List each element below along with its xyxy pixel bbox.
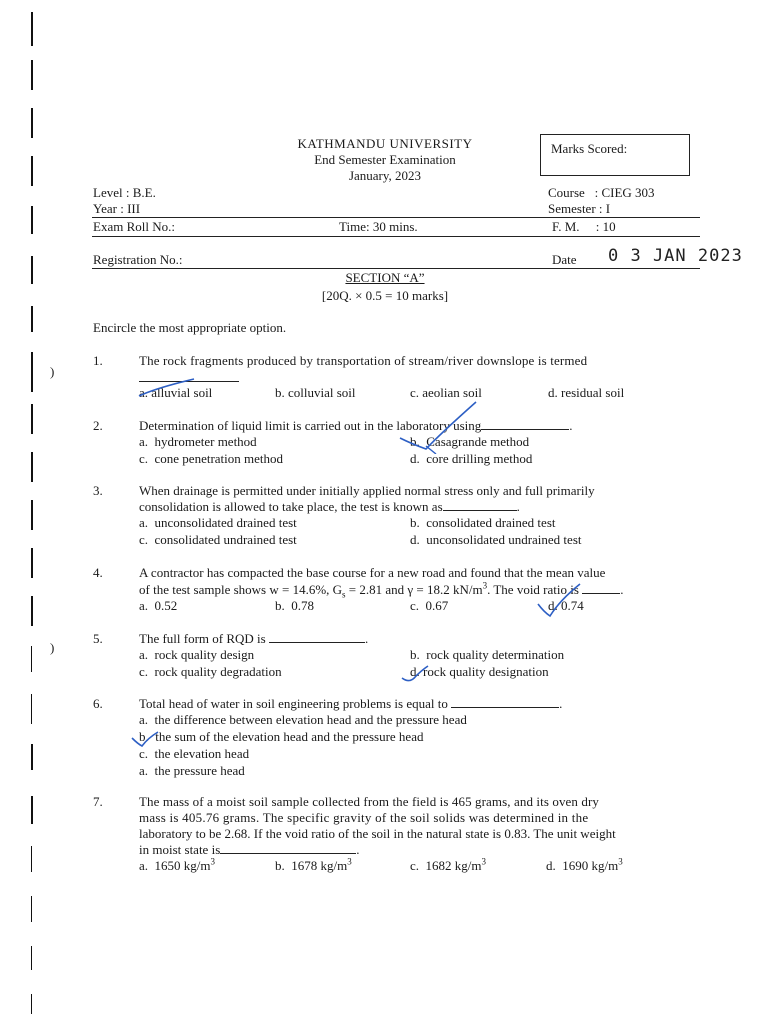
- margin-bracket: ): [50, 640, 55, 655]
- semester-label: Semester : I: [548, 201, 611, 216]
- pen-tick-mark: [136, 376, 198, 400]
- margin-mark: [31, 500, 33, 530]
- pen-tick-mark: [130, 728, 160, 748]
- margin-mark: [31, 596, 33, 626]
- pen-tick-mark: [400, 662, 430, 684]
- margin-mark: [31, 256, 33, 284]
- question-text: The rock fragments produced by transportation of stream/river downslope is termed: [139, 353, 588, 368]
- option-b[interactable]: b. 0.78: [275, 598, 314, 613]
- exam-roll-label: Exam Roll No.:: [93, 219, 175, 234]
- answer-blank: [269, 631, 365, 643]
- question-number: 1.: [93, 353, 103, 368]
- margin-mark: [31, 994, 32, 1014]
- margin-mark: [31, 946, 32, 970]
- question-number: 5.: [93, 631, 103, 646]
- marks-scored-box: [540, 134, 690, 176]
- option-d[interactable]: d. rock quality designation: [410, 664, 549, 679]
- margin-mark: [31, 694, 32, 724]
- question-number: 2.: [93, 418, 103, 433]
- option-b[interactable]: b. Casagrande method: [410, 434, 530, 449]
- question-text: The full form of RQD is .: [139, 631, 369, 646]
- fm-label: F. M. : 10: [552, 219, 616, 234]
- option-c[interactable]: c. cone penetration method: [139, 451, 284, 466]
- option-d[interactable]: d. residual soil: [548, 385, 625, 400]
- course-label: Course : CIEG 303: [548, 185, 655, 200]
- section-title: SECTION “A”: [345, 270, 425, 285]
- question-text: of the test sample shows w = 14.6%, $G_s = 2.81$ and γ = 18.2 $kN/m^3$. The void ratio is .: [139, 580, 624, 600]
- answer-blank: [451, 696, 559, 708]
- registration-label: Registration No.:: [93, 252, 183, 267]
- question-text: The mass of a moist soil sample collected from the field is 465 grams, and its oven dry: [139, 794, 599, 809]
- question-number: 6.: [93, 696, 103, 711]
- margin-mark: [31, 846, 32, 872]
- option-d[interactable]: a. the pressure head: [139, 763, 245, 778]
- margin-mark: [31, 404, 33, 434]
- exam-session: January, 2023: [348, 168, 422, 183]
- header-rule: [92, 217, 700, 218]
- question-text: in moist state is .: [139, 842, 360, 857]
- answer-blank: [220, 842, 356, 854]
- option-a[interactable]: a. 1650 $kg/m^3$: [139, 856, 215, 873]
- registration-rule: [92, 268, 700, 269]
- option-c[interactable]: c. rock quality degradation: [139, 664, 282, 679]
- date-label: Date: [552, 252, 577, 267]
- option-a[interactable]: a. hydrometer method: [139, 434, 257, 449]
- answer-blank: [443, 499, 517, 511]
- answer-blank: [481, 418, 569, 430]
- option-b[interactable]: b. 1678 $kg/m^3$: [275, 856, 352, 873]
- margin-bracket: ): [50, 364, 55, 379]
- margin-mark: [31, 452, 33, 482]
- margin-mark: [31, 796, 33, 824]
- option-b[interactable]: b. the sum of the elevation head and the pressure head: [139, 729, 424, 744]
- margin-mark: [31, 306, 33, 332]
- pen-tick-mark: [398, 394, 478, 454]
- marks-scored-label: Marks Scored:: [551, 141, 628, 156]
- option-a[interactable]: a. unconsolidated drained test: [139, 515, 297, 530]
- margin-mark: [31, 896, 32, 922]
- option-c[interactable]: c. 1682 $kg/m^3$: [410, 856, 486, 873]
- option-a[interactable]: a. alluvial soil: [139, 385, 213, 400]
- question-text: consolidation is allowed to take place, the test is known as .: [139, 499, 520, 514]
- option-d[interactable]: d. unconsolidated undrained test: [410, 532, 582, 547]
- level-label: Level : B.E.: [93, 185, 156, 200]
- answer-blank: [582, 582, 620, 594]
- margin-mark: [31, 206, 33, 234]
- question-text: A contractor has compacted the base course for a new road and found that the mean value: [139, 565, 606, 580]
- question-number: 3.: [93, 483, 103, 498]
- time-label: Time: 30 mins.: [339, 219, 418, 234]
- margin-mark: [31, 108, 33, 138]
- question-text: Determination of liquid limit is carried out in the laboratory using .: [139, 418, 573, 433]
- margin-mark: [31, 744, 33, 770]
- date-stamp: 0 3 JAN 2023: [608, 246, 743, 266]
- question-text: mass is 405.76 grams. The specific gravity of the soil solids was determined in the: [139, 810, 589, 825]
- option-d[interactable]: d. 0.74: [548, 598, 584, 613]
- pen-tick-mark: [536, 580, 582, 620]
- question-text: laboratory to be 2.68. If the void ratio of the soil in the natural state is 0.83. The unit weight: [139, 826, 616, 841]
- section-marks: [20Q. × 0.5 = 10 marks]: [321, 288, 449, 303]
- roll-rule: [92, 236, 700, 237]
- option-a[interactable]: a. rock quality design: [139, 647, 255, 662]
- margin-mark: [31, 352, 33, 392]
- margin-mark: [31, 646, 32, 672]
- option-b[interactable]: b. consolidated drained test: [410, 515, 556, 530]
- option-c[interactable]: c. 0.67: [410, 598, 449, 613]
- option-a[interactable]: a. the difference between elevation head and the pressure head: [139, 712, 467, 727]
- question-text: Total head of water in soil engineering problems is equal to .: [139, 696, 563, 711]
- question-text: When drainage is permitted under initially applied normal stress only and full primarily: [139, 483, 595, 498]
- option-c[interactable]: c. consolidated undrained test: [139, 532, 297, 547]
- margin-mark: [31, 12, 33, 46]
- margin-mark: [31, 60, 33, 90]
- margin-mark: [31, 548, 33, 578]
- option-d[interactable]: d. 1690 $kg/m^3$: [546, 856, 623, 873]
- section-instruction: Encircle the most appropriate option.: [93, 320, 287, 335]
- option-d[interactable]: d. core drilling method: [410, 451, 533, 466]
- question-number: 7.: [93, 794, 103, 809]
- option-c[interactable]: c. the elevation head: [139, 746, 250, 761]
- university-name: KATHMANDU UNIVERSITY: [297, 136, 473, 151]
- question-number: 4.: [93, 565, 103, 580]
- exam-title: End Semester Examination: [314, 152, 456, 167]
- option-c[interactable]: c. aeolian soil: [410, 385, 482, 400]
- year-label: Year : III: [93, 201, 141, 216]
- option-a[interactable]: a. 0.52: [139, 598, 178, 613]
- option-b[interactable]: b. rock quality determination: [410, 647, 565, 662]
- option-b[interactable]: b. colluvial soil: [275, 385, 356, 400]
- margin-mark: [31, 156, 33, 186]
